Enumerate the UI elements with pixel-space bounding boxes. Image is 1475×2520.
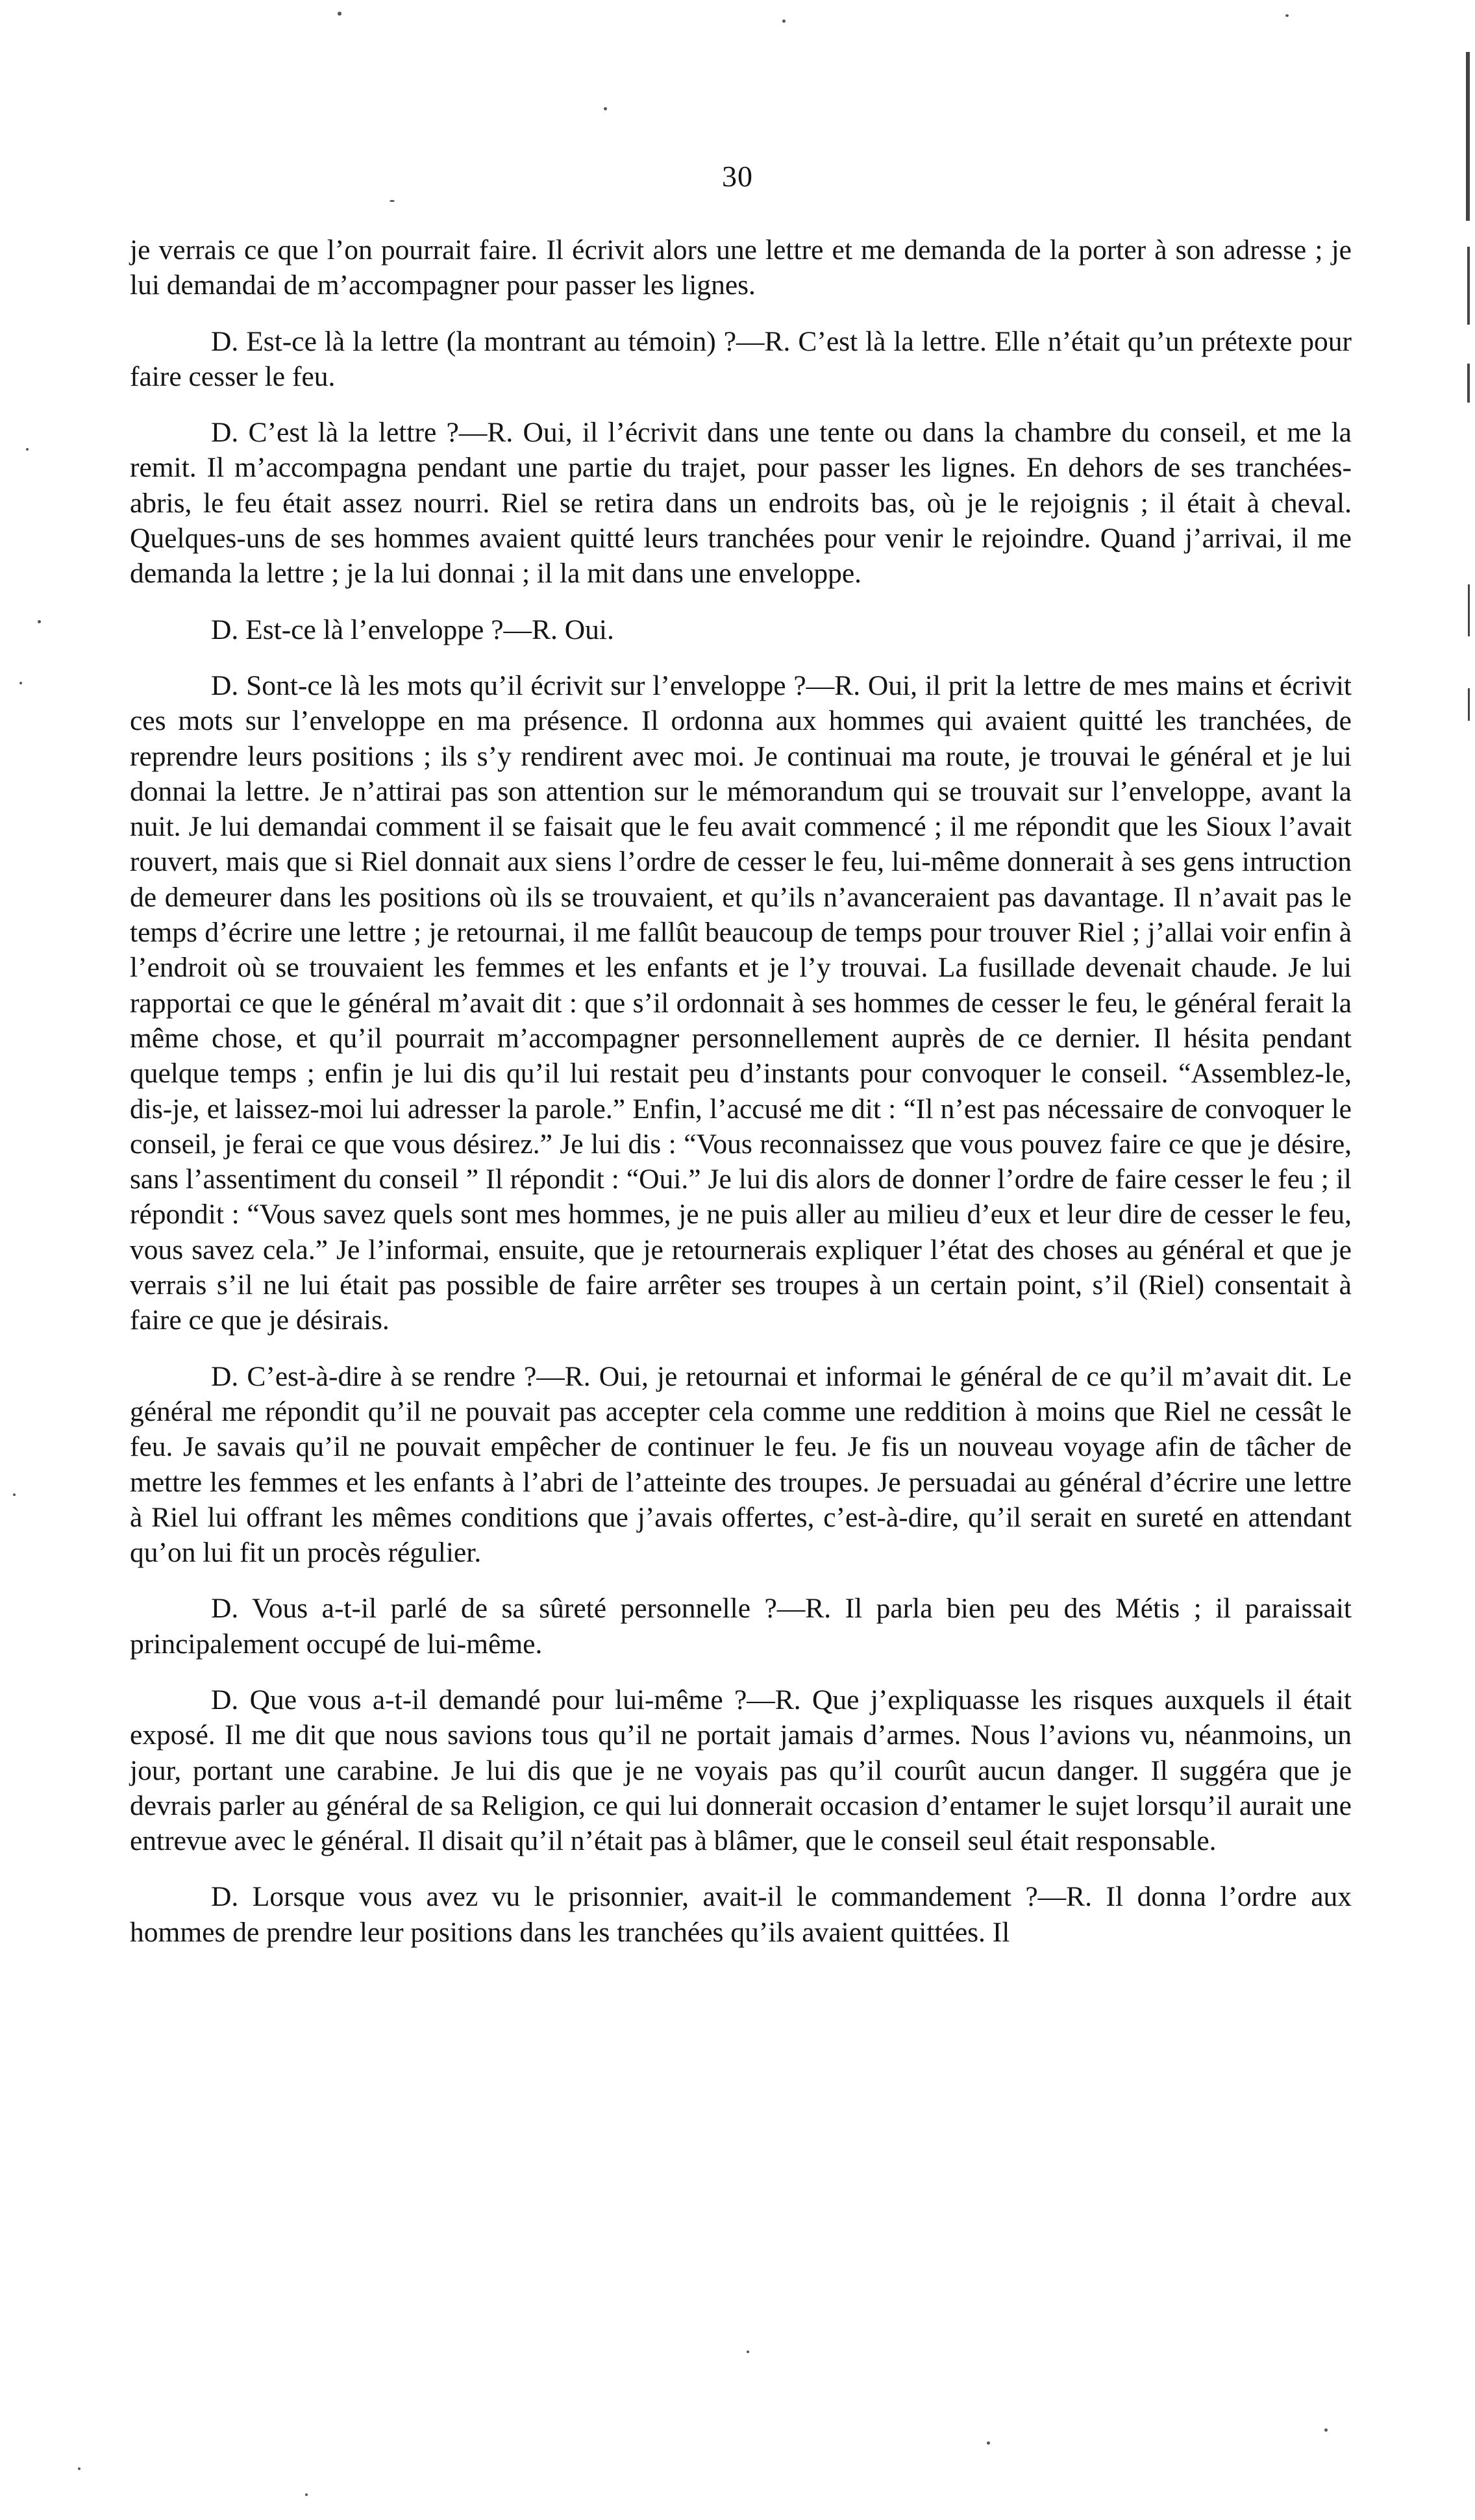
page-number: 30 — [722, 160, 753, 193]
scan-speck — [987, 2441, 990, 2445]
paragraph-qa-himself: D. Que vous a-t-il demandé pour lui-même ?—R. Que j’expliquasse les risques auxquels il était exposé. Il me dit que nous savions tous qu’il ne portait jamais d’armes. Nous l’avions vu, néanmoins, un jour, portant une carabine. Je lui dis que je ne voyais pas qu’il courût aucun danger. Il suggéra que je devrais parler au général de sa Religion, ce qui lui donnerait occasion d’entamer le sujet lorsqu’il aurait une entrevue avec le général. Il disait qu’il n’était pas à blâmer, que le conseil seul était responsable. — [130, 1684, 1352, 1857]
paragraph-qa-command: D. Lorsque vous avez vu le prisonnier, avait-il le commandement ?—R. Il donna l’ordre aux hommes de prendre leur positions dans les tranchées qu’ils avaient quittées. Il — [130, 1881, 1352, 1948]
scan-speck — [78, 2467, 81, 2470]
scan-speck — [19, 682, 22, 684]
scan-speck — [604, 107, 607, 110]
paragraph-continuation: je verrais ce que l’on pourrait faire. Il écrivit alors une lettre et me demanda de la porter à son adresse ; je lui demandai de m’accompagner pour passer les lignes. — [130, 234, 1352, 301]
scan-speck — [1285, 14, 1289, 17]
scan-speck — [782, 19, 786, 23]
paragraph-qa-letter-written: D. C’est là la lettre ?—R. Oui, il l’écrivit dans une tente ou dans la chambre du conseil, et me la remit. Il m’accompagna pendant une partie du trajet, pour passer les lignes. En dehors de ses tranchées-abris, le feu était assez nourri. Riel se retira dans un endroits bas, où je le rejoignis ; il était à cheval. Quelques-uns de ses hommes avaient quitté leurs tranchées pour venir le rejoindre. Quand j’arrivai, il me demanda la lettre ; je la lui donnai ; il la mit dans une enveloppe. — [130, 417, 1352, 590]
scan-edge-mark — [1466, 52, 1470, 221]
paragraph-qa-envelope-words: D. Sont-ce là les mots qu’il écrivit sur l’enveloppe ?—R. Oui, il prit la lettre de mes mains et écrivit ces mots sur l’enveloppe en ma présence. Il ordonna aux hommes qui avaient quitté les tranchées, de reprendre leurs positions ; ils s’y rendirent avec moi. Je continuai ma route, je trouvai le général et je lui donnai la lettre. Je n’attirai pas son attention sur le mémorandum qui se trouvait sur l’enveloppe, avant la nuit. Je lui demandai comment il se faisait que le feu avait commencé ; il me répondit que les Sioux l’avait rouvert, mais que si Riel donnait aux siens l’ordre de cesser le feu, lui-même donnerait à ses gens intruction de demeurer dans les positions où ils se trouvaient, et qu’ils n’avanceraient pas davantage. Il n’avait pas le temps d’écrire une lettre ; je retournai, il me fallût beaucoup de temps pour trouver Riel ; j’allai voir enfin à l’endroit où se trouvaient les femmes et les enfants et je l’y trouvai. La fusillade devenait chaude. Je lui rapportai ce que le général m’avait dit : que s’il ordonnait à ses hommes de cesser le feu, le général ferait la même chose, et qu’il pourrait m’accompagner personnellement auprès de ce dernier. Il hésita pendant quelque temps ; enfin je lui dis qu’il lui restait peu d’instants pour convoquer le conseil. “Assemblez-le, dis-je, et laissez-moi lui adresser la parole.” Enfin, l’accusé me dit : “Il n’est pas nécessaire de convoquer le conseil, je ferai ce que vous désirez.” Je lui dis : “Vous reconnaissez que vous pouvez faire ce que je désire, sans l’assentiment du conseil ” Il répondit : “Oui.” Je lui dis alors de donner l’ordre de faire cesser le feu ; il répondit : “Vous savez quels sont mes hommes, je ne puis aller au milieu d’eux et leur dire de cesser le feu, vous savez cela.” Je l’informai, ensuite, que je retournerais expliquer l’état des choses au général et que je verrais s’il ne lui était pas possible de faire arrêter ses troupes à un certain point, s’il (Riel) consentait à faire ce que je désirais. — [130, 669, 1352, 1336]
paragraph-qa-envelope: D. Est-ce là l’enveloppe ?—R. Oui. — [211, 614, 614, 645]
scan-speck — [390, 200, 395, 202]
scan-speck — [13, 1493, 16, 1496]
scan-speck — [305, 2493, 308, 2496]
scan-speck — [747, 2351, 749, 2353]
scan-edge-mark — [1468, 688, 1470, 721]
paragraph-qa-surrender: D. C’est-à-dire à se rendre ?—R. Oui, je retournai et informai le général de ce qu’il m’avait dit. Le général me répondit qu’il ne pouvait pas accepter cela comme une reddition à moins que Riel ne cessât le feu. Je savais qu’il ne pouvait empêcher de continuer le feu. Je fis un nouveau voyage afin de tâcher de mettre les femmes et les enfants à l’abri de l’atteinte des troupes. Je persuadai au général d’écrire une lettre à Riel lui offrant les mêmes conditions que j’avais offertes, c’est-à-dire, qu’il serait en sureté en attendant qu’on lui fit un procès régulier. — [130, 1360, 1352, 1569]
scan-speck — [38, 620, 41, 623]
scan-edge-mark — [1467, 247, 1470, 325]
scan-speck — [1324, 2428, 1328, 2432]
paragraph-qa-letter: D. Est-ce là la lettre (la montrant au témoin) ?—R. C’est là la lettre. Elle n’était qu’un prétexte pour faire cesser le feu. — [130, 325, 1352, 392]
scan-speck — [26, 448, 29, 451]
scan-speck — [338, 12, 341, 16]
body-text — [130, 232, 1352, 1971]
paragraph-qa-personal-safety: D. Vous a-t-il parlé de sa sûreté personnelle ?—R. Il parla bien peu des Métis ; il paraissait principalement occupé de lui-même. — [130, 1593, 1352, 1660]
scan-edge-mark — [1468, 584, 1470, 636]
scan-edge-mark — [1467, 364, 1470, 403]
